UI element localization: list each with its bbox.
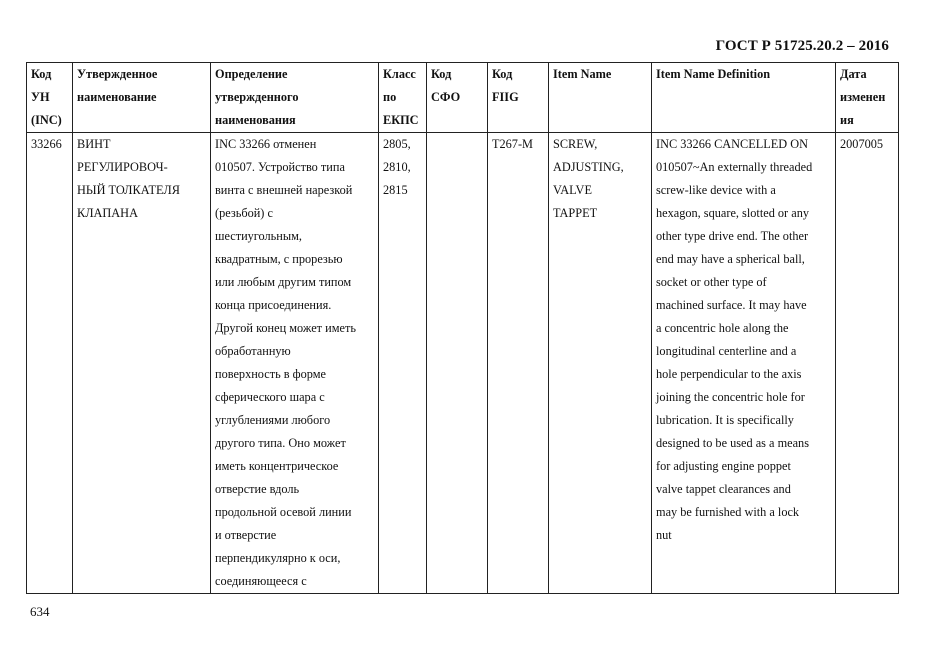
cell-line: socket or other type of [656,275,767,289]
cell-line: INC 33266 CANCELLED ON [656,137,808,151]
cell-sfo-code [427,133,488,594]
header-inc [27,63,73,133]
cell-line: (резьбой) с [215,206,273,220]
cell-line: 2815 [383,183,408,197]
header-line: УН [31,90,50,104]
header-line: Item Name [553,67,612,81]
header-line: по [383,90,397,104]
cell-item-name-definition [652,133,836,594]
cell-line: углублениями любого [215,413,331,427]
cell-line: 33266 [31,137,62,151]
header-sfo-code [427,63,488,133]
cell-line: nut [656,528,672,542]
cell-line: VALVE [553,183,592,197]
cell-line: или любым другим типом [215,275,352,289]
cell-line: valve tappet clearances and [656,482,791,496]
cell-change-date [836,133,899,594]
header-approved-name [73,63,211,133]
table-header-row [27,63,899,133]
header-line: Код [431,67,452,81]
cell-line: INC 33266 отменен [215,137,317,151]
header-line: наименования [215,113,296,127]
header-item-name [549,63,652,133]
header-line: Определение [215,67,288,81]
header-line: наименование [77,90,157,104]
cell-line: lubrication. It is specifically [656,413,794,427]
cell-line: квадратным, с прорезью [215,252,343,266]
cell-line: Другой конец может иметь [215,321,356,335]
page-number: 634 [30,604,50,619]
cell-line: ADJUSTING, [553,160,624,174]
cell-line: КЛАПАНА [77,206,138,220]
cell-line: поверхность в форме [215,367,326,381]
cell-approved-name [73,133,211,594]
cell-line: другого типа. Оно может [215,436,346,450]
cell-line: 2810, [383,160,411,174]
cell-line: machined surface. It may have [656,298,807,312]
cell-line: соединяющееся с [215,574,307,588]
cell-line: обработанную [215,344,291,358]
cell-line: ВИНТ [77,137,111,151]
cell-fiig-code [488,133,549,594]
cell-line: T267-M [492,137,533,151]
header-definition [211,63,379,133]
cell-line: конца присоединения. [215,298,332,312]
header-line: утвержденного [215,90,299,104]
standard-designation: ГОСТ Р 51725.20.2 – 2016 [715,38,889,54]
cell-line: screw-like device with a [656,183,776,197]
cell-inc [27,133,73,594]
cell-line: и отверстие [215,528,277,542]
cell-line: 010507~An externally threaded [656,160,813,174]
header-line: Класс [383,67,416,81]
cell-line: a concentric hole along the [656,321,789,335]
header-line: Код [492,67,513,81]
header-ekps-class [379,63,427,133]
cell-definition [211,133,379,594]
cell-line: 010507. Устройство типа [215,160,345,174]
cell-line: hole perpendicular to the axis [656,367,802,381]
header-change-date [836,63,899,133]
cell-line: may be furnished with a lock [656,505,800,519]
cell-line: сферического шара с [215,390,325,404]
cell-line: винта с внешней нарезкой [215,183,353,197]
cell-line: other type drive end. The other [656,229,809,243]
header-line: Код [31,67,52,81]
cell-line: отверстие вдоль [215,482,300,496]
inc-registry-table [26,62,899,594]
cell-line: НЫЙ ТОЛКАТЕЛЯ [77,183,180,197]
header-line: Дата [840,67,867,81]
header-fiig-code [488,63,549,133]
header-line: изменен [840,90,886,104]
cell-line: продольной осевой линии [215,505,352,519]
cell-line: перпендикулярно к оси, [215,551,341,565]
cell-line: SCREW, [553,137,598,151]
header-line: (INC) [31,113,62,127]
cell-line: for adjusting engine poppet [656,459,791,473]
cell-line: РЕГУЛИРОВОЧ- [77,160,168,174]
cell-line: иметь концентрическое [215,459,339,473]
table-row [27,133,899,594]
cell-item-name [549,133,652,594]
header-item-name-definition [652,63,836,133]
header-line: Утвержденное [77,67,158,81]
cell-line: longitudinal centerline and a [656,344,797,358]
cell-line: шестиугольным, [215,229,302,243]
cell-line: designed to be used as a means [656,436,809,450]
header-line: ия [840,113,854,127]
header-line: СФО [431,90,461,104]
header-line: ЕКПС [383,113,419,127]
header-line: FIIG [492,90,519,104]
cell-line: 2007005 [840,137,884,151]
cell-line: 2805, [383,137,411,151]
cell-line: TAPPET [553,206,598,220]
cell-ekps-class [379,133,427,594]
header-line: Item Name Definition [656,67,771,81]
cell-line: joining the concentric hole for [656,390,805,404]
cell-line: hexagon, square, slotted or any [656,206,809,220]
cell-line: end may have a spherical ball, [656,252,805,266]
